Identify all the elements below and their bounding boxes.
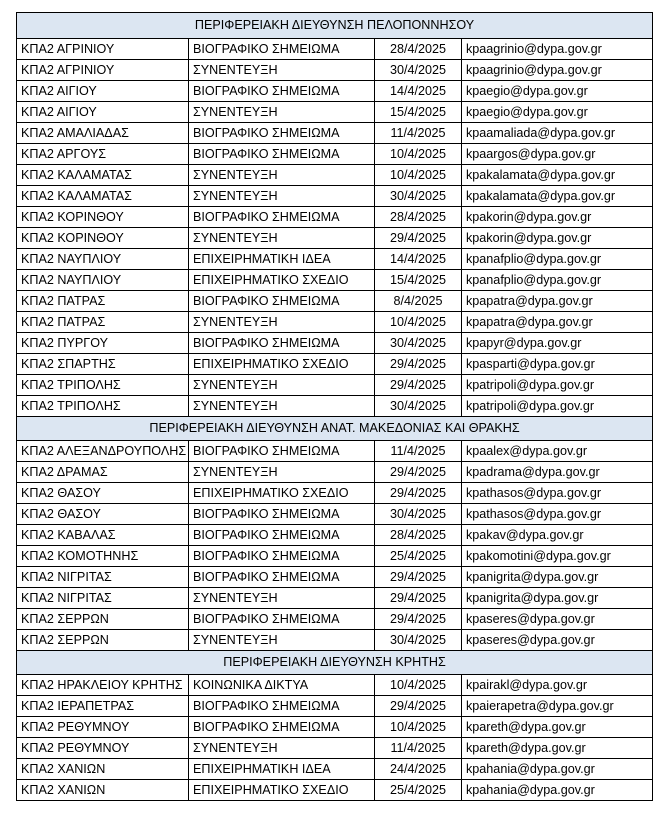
email-cell: kpaamaliada@dypa.gov.gr — [462, 123, 653, 144]
email-cell: kpadrama@dypa.gov.gr — [462, 462, 653, 483]
table-row — [17, 738, 653, 759]
date-cell: 8/4/2025 — [375, 291, 462, 312]
table-row — [17, 696, 653, 717]
date-cell: 29/4/2025 — [375, 483, 462, 504]
email-cell: kpaargos@dypa.gov.gr — [462, 144, 653, 165]
table-row — [17, 462, 653, 483]
office-cell: ΚΠΑ2 ΝΙΓΡΙΤΑΣ — [17, 567, 189, 588]
email-cell: kpapyr@dypa.gov.gr — [462, 333, 653, 354]
office-cell: ΚΠΑ2 ΘΑΣΟΥ — [17, 504, 189, 525]
office-cell: ΚΠΑ2 ΑΓΡΙΝΙΟΥ — [17, 39, 189, 60]
table-row — [17, 312, 653, 333]
email-cell: kpareth@dypa.gov.gr — [462, 717, 653, 738]
table-row — [17, 249, 653, 270]
office-cell: ΚΠΑ2 ΚΑΛΑΜΑΤΑΣ — [17, 165, 189, 186]
office-cell: ΚΠΑ2 ΑΛΕΞΑΝΔΡΟΥΠΟΛΗΣ — [17, 441, 189, 462]
date-cell: 30/4/2025 — [375, 504, 462, 525]
date-cell: 14/4/2025 — [375, 249, 462, 270]
office-cell: ΚΠΑ2 ΝΑΥΠΛΙΟΥ — [17, 249, 189, 270]
topic-cell: ΒΙΟΓΡΑΦΙΚΟ ΣΗΜΕΙΩΜΑ — [189, 567, 375, 588]
table-row — [17, 441, 653, 462]
email-cell: kpathasos@dypa.gov.gr — [462, 483, 653, 504]
office-cell: ΚΠΑ2 ΑΓΡΙΝΙΟΥ — [17, 60, 189, 81]
email-cell: kpanafplio@dypa.gov.gr — [462, 270, 653, 291]
date-cell: 10/4/2025 — [375, 165, 462, 186]
office-cell: ΚΠΑ2 ΧΑΝΙΩΝ — [17, 780, 189, 801]
office-cell: ΚΠΑ2 ΤΡΙΠΟΛΗΣ — [17, 375, 189, 396]
table-row — [17, 759, 653, 780]
table-row — [17, 102, 653, 123]
topic-cell: ΣΥΝΕΝΤΕΥΞΗ — [189, 588, 375, 609]
table-row — [17, 186, 653, 207]
email-cell: kpaalex@dypa.gov.gr — [462, 441, 653, 462]
date-cell: 24/4/2025 — [375, 759, 462, 780]
region-header-row — [17, 651, 653, 675]
table-row — [17, 81, 653, 102]
topic-cell: ΕΠΙΧΕΙΡΗΜΑΤΙΚΟ ΣΧΕΔΙΟ — [189, 270, 375, 291]
table-row — [17, 144, 653, 165]
table-row — [17, 780, 653, 801]
topic-cell: ΕΠΙΧΕΙΡΗΜΑΤΙΚΗ ΙΔΕΑ — [189, 249, 375, 270]
date-cell: 10/4/2025 — [375, 675, 462, 696]
table-row — [17, 333, 653, 354]
email-cell: kpanigrita@dypa.gov.gr — [462, 588, 653, 609]
office-cell: ΚΠΑ2 ΚΟΜΟΤΗΝΗΣ — [17, 546, 189, 567]
table-row — [17, 588, 653, 609]
date-cell: 15/4/2025 — [375, 270, 462, 291]
table-row — [17, 354, 653, 375]
office-cell: ΚΠΑ2 ΗΡΑΚΛΕΙΟΥ ΚΡΗΤΗΣ — [17, 675, 189, 696]
topic-cell: ΣΥΝΕΝΤΕΥΞΗ — [189, 630, 375, 651]
topic-cell: ΒΙΟΓΡΑΦΙΚΟ ΣΗΜΕΙΩΜΑ — [189, 525, 375, 546]
table-row — [17, 630, 653, 651]
email-cell: kpaegio@dypa.gov.gr — [462, 81, 653, 102]
email-cell: kpaagrinio@dypa.gov.gr — [462, 60, 653, 81]
email-cell: kpasparti@dypa.gov.gr — [462, 354, 653, 375]
topic-cell: ΒΙΟΓΡΑΦΙΚΟ ΣΗΜΕΙΩΜΑ — [189, 81, 375, 102]
office-cell: ΚΠΑ2 ΑΙΓΙΟΥ — [17, 102, 189, 123]
date-cell: 29/4/2025 — [375, 462, 462, 483]
topic-cell: ΣΥΝΕΝΤΕΥΞΗ — [189, 102, 375, 123]
office-cell: ΚΠΑ2 ΤΡΙΠΟΛΗΣ — [17, 396, 189, 417]
date-cell: 14/4/2025 — [375, 81, 462, 102]
region-title: ΠΕΡΙΦΕΡΕΙΑΚΗ ΔΙΕΥΘΥΝΣΗ ΠΕΛΟΠΟΝΝΗΣΟΥ — [17, 13, 653, 39]
email-cell: kpakav@dypa.gov.gr — [462, 525, 653, 546]
table-row — [17, 291, 653, 312]
table-row — [17, 375, 653, 396]
topic-cell: ΒΙΟΓΡΑΦΙΚΟ ΣΗΜΕΙΩΜΑ — [189, 123, 375, 144]
date-cell: 29/4/2025 — [375, 567, 462, 588]
email-cell: kpakomotini@dypa.gov.gr — [462, 546, 653, 567]
email-cell: kpairakl@dypa.gov.gr — [462, 675, 653, 696]
date-cell: 28/4/2025 — [375, 525, 462, 546]
topic-cell: ΣΥΝΕΝΤΕΥΞΗ — [189, 165, 375, 186]
email-cell: kpakorin@dypa.gov.gr — [462, 228, 653, 249]
office-cell: ΚΠΑ2 ΔΡΑΜΑΣ — [17, 462, 189, 483]
table-row — [17, 567, 653, 588]
date-cell: 28/4/2025 — [375, 39, 462, 60]
table-row — [17, 609, 653, 630]
email-cell: kpakalamata@dypa.gov.gr — [462, 165, 653, 186]
topic-cell: ΕΠΙΧΕΙΡΗΜΑΤΙΚΟ ΣΧΕΔΙΟ — [189, 483, 375, 504]
table-row — [17, 483, 653, 504]
email-cell: kpareth@dypa.gov.gr — [462, 738, 653, 759]
topic-cell: ΕΠΙΧΕΙΡΗΜΑΤΙΚΟ ΣΧΕΔΙΟ — [189, 780, 375, 801]
topic-cell: ΒΙΟΓΡΑΦΙΚΟ ΣΗΜΕΙΩΜΑ — [189, 144, 375, 165]
office-cell: ΚΠΑ2 ΑΙΓΙΟΥ — [17, 81, 189, 102]
topic-cell: ΒΙΟΓΡΑΦΙΚΟ ΣΗΜΕΙΩΜΑ — [189, 441, 375, 462]
email-cell: kpakalamata@dypa.gov.gr — [462, 186, 653, 207]
region-header-row — [17, 417, 653, 441]
date-cell: 11/4/2025 — [375, 441, 462, 462]
office-cell: ΚΠΑ2 ΡΕΘΥΜΝΟΥ — [17, 738, 189, 759]
office-cell: ΚΠΑ2 ΚΑΛΑΜΑΤΑΣ — [17, 186, 189, 207]
office-cell: ΚΠΑ2 ΣΕΡΡΩΝ — [17, 630, 189, 651]
topic-cell: ΕΠΙΧΕΙΡΗΜΑΤΙΚΟ ΣΧΕΔΙΟ — [189, 354, 375, 375]
table-row — [17, 60, 653, 81]
topic-cell: ΒΙΟΓΡΑΦΙΚΟ ΣΗΜΕΙΩΜΑ — [189, 504, 375, 525]
email-cell: kpahania@dypa.gov.gr — [462, 759, 653, 780]
topic-cell: ΣΥΝΕΝΤΕΥΞΗ — [189, 312, 375, 333]
table-row — [17, 717, 653, 738]
office-cell: ΚΠΑ2 ΚΑΒΑΛΑΣ — [17, 525, 189, 546]
topic-cell: ΒΙΟΓΡΑΦΙΚΟ ΣΗΜΕΙΩΜΑ — [189, 546, 375, 567]
schedule-table-body — [17, 13, 653, 801]
date-cell: 30/4/2025 — [375, 186, 462, 207]
date-cell: 29/4/2025 — [375, 228, 462, 249]
email-cell: kpaierapetra@dypa.gov.gr — [462, 696, 653, 717]
office-cell: ΚΠΑ2 ΝΙΓΡΙΤΑΣ — [17, 588, 189, 609]
date-cell: 15/4/2025 — [375, 102, 462, 123]
schedule-table — [16, 12, 653, 801]
email-cell: kpatripoli@dypa.gov.gr — [462, 396, 653, 417]
email-cell: kpaseres@dypa.gov.gr — [462, 609, 653, 630]
email-cell: kpanafplio@dypa.gov.gr — [462, 249, 653, 270]
office-cell: ΚΠΑ2 ΝΑΥΠΛΙΟΥ — [17, 270, 189, 291]
office-cell: ΚΠΑ2 ΣΠΑΡΤΗΣ — [17, 354, 189, 375]
office-cell: ΚΠΑ2 ΡΕΘΥΜΝΟΥ — [17, 717, 189, 738]
date-cell: 30/4/2025 — [375, 333, 462, 354]
date-cell: 10/4/2025 — [375, 717, 462, 738]
table-row — [17, 270, 653, 291]
topic-cell: ΕΠΙΧΕΙΡΗΜΑΤΙΚΗ ΙΔΕΑ — [189, 759, 375, 780]
topic-cell: ΒΙΟΓΡΑΦΙΚΟ ΣΗΜΕΙΩΜΑ — [189, 717, 375, 738]
date-cell: 25/4/2025 — [375, 780, 462, 801]
date-cell: 30/4/2025 — [375, 60, 462, 81]
date-cell: 29/4/2025 — [375, 696, 462, 717]
office-cell: ΚΠΑ2 ΣΕΡΡΩΝ — [17, 609, 189, 630]
table-row — [17, 525, 653, 546]
office-cell: ΚΠΑ2 ΘΑΣΟΥ — [17, 483, 189, 504]
table-row — [17, 675, 653, 696]
office-cell: ΚΠΑ2 ΠΑΤΡΑΣ — [17, 312, 189, 333]
email-cell: kpathasos@dypa.gov.gr — [462, 504, 653, 525]
email-cell: kpatripoli@dypa.gov.gr — [462, 375, 653, 396]
topic-cell: ΣΥΝΕΝΤΕΥΞΗ — [189, 228, 375, 249]
date-cell: 30/4/2025 — [375, 396, 462, 417]
table-row — [17, 396, 653, 417]
region-title: ΠΕΡΙΦΕΡΕΙΑΚΗ ΔΙΕΥΘΥΝΣΗ ΑΝΑΤ. ΜΑΚΕΔΟΝΙΑΣ ΚΑΙ ΘΡΑΚΗΣ — [17, 417, 653, 441]
office-cell: ΚΠΑ2 ΑΜΑΛΙΑΔΑΣ — [17, 123, 189, 144]
date-cell: 30/4/2025 — [375, 630, 462, 651]
topic-cell: ΒΙΟΓΡΑΦΙΚΟ ΣΗΜΕΙΩΜΑ — [189, 333, 375, 354]
office-cell: ΚΠΑ2 ΧΑΝΙΩΝ — [17, 759, 189, 780]
table-row — [17, 228, 653, 249]
office-cell: ΚΠΑ2 ΙΕΡΑΠΕΤΡΑΣ — [17, 696, 189, 717]
topic-cell: ΣΥΝΕΝΤΕΥΞΗ — [189, 375, 375, 396]
date-cell: 11/4/2025 — [375, 123, 462, 144]
email-cell: kpahania@dypa.gov.gr — [462, 780, 653, 801]
date-cell: 29/4/2025 — [375, 375, 462, 396]
office-cell: ΚΠΑ2 ΚΟΡΙΝΘΟΥ — [17, 228, 189, 249]
topic-cell: ΣΥΝΕΝΤΕΥΞΗ — [189, 738, 375, 759]
date-cell: 28/4/2025 — [375, 207, 462, 228]
email-cell: kpaagrinio@dypa.gov.gr — [462, 39, 653, 60]
date-cell: 25/4/2025 — [375, 546, 462, 567]
office-cell: ΚΠΑ2 ΑΡΓΟΥΣ — [17, 144, 189, 165]
office-cell: ΚΠΑ2 ΠΥΡΓΟΥ — [17, 333, 189, 354]
table-row — [17, 39, 653, 60]
topic-cell: ΣΥΝΕΝΤΕΥΞΗ — [189, 186, 375, 207]
office-cell: ΚΠΑ2 ΠΑΤΡΑΣ — [17, 291, 189, 312]
region-title: ΠΕΡΙΦΕΡΕΙΑΚΗ ΔΙΕΥΘΥΝΣΗ ΚΡΗΤΗΣ — [17, 651, 653, 675]
topic-cell: ΣΥΝΕΝΤΕΥΞΗ — [189, 396, 375, 417]
date-cell: 29/4/2025 — [375, 354, 462, 375]
table-row — [17, 504, 653, 525]
email-cell: kpaseres@dypa.gov.gr — [462, 630, 653, 651]
email-cell: kpaegio@dypa.gov.gr — [462, 102, 653, 123]
email-cell: kpakorin@dypa.gov.gr — [462, 207, 653, 228]
table-row — [17, 546, 653, 567]
date-cell: 10/4/2025 — [375, 312, 462, 333]
topic-cell: ΒΙΟΓΡΑΦΙΚΟ ΣΗΜΕΙΩΜΑ — [189, 39, 375, 60]
topic-cell: ΒΙΟΓΡΑΦΙΚΟ ΣΗΜΕΙΩΜΑ — [189, 291, 375, 312]
date-cell: 29/4/2025 — [375, 609, 462, 630]
table-row — [17, 165, 653, 186]
date-cell: 29/4/2025 — [375, 588, 462, 609]
topic-cell: ΒΙΟΓΡΑΦΙΚΟ ΣΗΜΕΙΩΜΑ — [189, 207, 375, 228]
topic-cell: ΚΟΙΝΩΝΙΚΑ ΔΙΚΤΥΑ — [189, 675, 375, 696]
topic-cell: ΒΙΟΓΡΑΦΙΚΟ ΣΗΜΕΙΩΜΑ — [189, 696, 375, 717]
email-cell: kpapatra@dypa.gov.gr — [462, 312, 653, 333]
table-row — [17, 123, 653, 144]
email-cell: kpanigrita@dypa.gov.gr — [462, 567, 653, 588]
date-cell: 11/4/2025 — [375, 738, 462, 759]
office-cell: ΚΠΑ2 ΚΟΡΙΝΘΟΥ — [17, 207, 189, 228]
email-cell: kpapatra@dypa.gov.gr — [462, 291, 653, 312]
topic-cell: ΣΥΝΕΝΤΕΥΞΗ — [189, 60, 375, 81]
date-cell: 10/4/2025 — [375, 144, 462, 165]
topic-cell: ΣΥΝΕΝΤΕΥΞΗ — [189, 462, 375, 483]
region-header-row — [17, 13, 653, 39]
table-row — [17, 207, 653, 228]
topic-cell: ΒΙΟΓΡΑΦΙΚΟ ΣΗΜΕΙΩΜΑ — [189, 609, 375, 630]
